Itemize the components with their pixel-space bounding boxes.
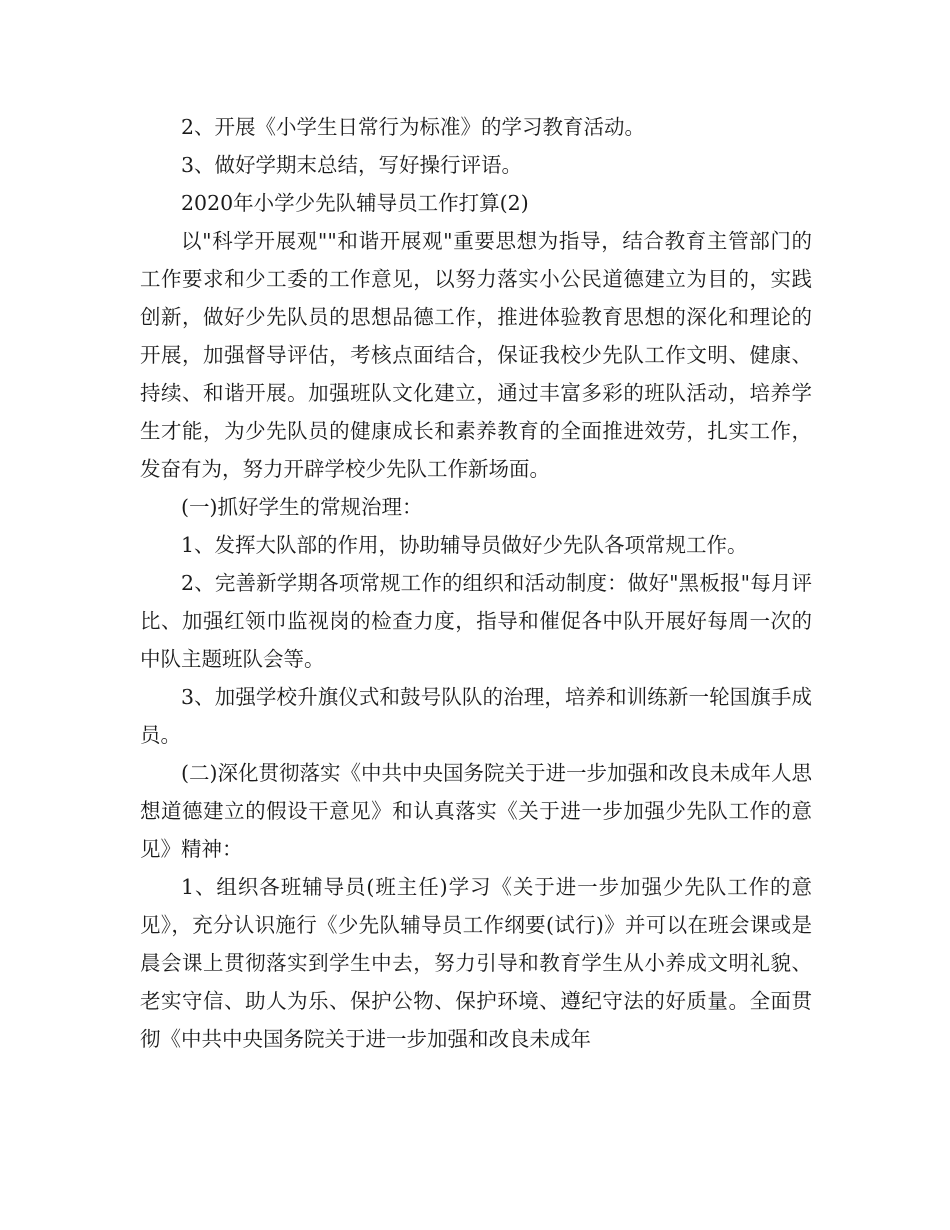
intro-paragraph: 以"科学开展观""和谐开展观"重要思想为指导，结合教育主管部门的工作要求和少工委的工作意见，以努力落实小公民道德建立为目的，实践创新，做好少先队员的思想品德工作，推进体验教育思想的深化和理论的开展，加强督导评估，考核点面结合，保证我校少先队工作文明、健康、持续、和谐开展。加强班队文化建立，通过丰富多彩的班队活动，培养学生才能，为少先队员的健康成长和素养教育的全面推进效劳，扎实工作，发奋有为，努力开辟学校少先队工作新场面。 [140, 229, 812, 481]
document-body [140, 108, 812, 1058]
paragraph-item-2: 2、开展《小学生日常行为标准》的学习教育活动。 [181, 115, 646, 139]
paragraph-item-3: 3、做好学期末总结，写好操行评语。 [181, 153, 523, 177]
paragraph-item-1a: 1、发挥大队部的作用，协助辅导员做好少先队各项常规工作。 [181, 533, 748, 557]
section-heading: 2020年小学少先队辅导员工作打算(2) [181, 191, 529, 215]
paragraph-item-2a: 2、完善新学期各项常规工作的组织和活动制度：做好"黑板报"每月评比、加强红领巾监视岗的检查力度，指导和催促各中队开展好每周一次的中队主题班队会等。 [140, 571, 812, 671]
paragraph-item-3a: 3、加强学校升旗仪式和鼓号队队的治理，培养和训练新一轮国旗手成员。 [140, 685, 812, 747]
subsection-heading-1: (一)抓好学生的常规治理： [181, 495, 423, 519]
subsection-heading-2: (二)深化贯彻落实《中共中央国务院关于进一步加强和改良未成年人思想道德建立的假设干意见》和认真落实《关于进一步加强少先队工作的意见》精神： [140, 761, 812, 861]
paragraph-item-1b: 1、组织各班辅导员(班主任)学习《关于进一步加强少先队工作的意见》，充分认识施行《少先队辅导员工作纲要(试行)》并可以在班会课或是晨会课上贯彻落实到学生中去，努力引导和教育学生从小养成文明礼貌、老实守信、助人为乐、保护公物、保护环境、遵纪守法的好质量。全面贯彻《中共中央国务院关于进一步加强和改良未成年 [140, 875, 812, 1051]
